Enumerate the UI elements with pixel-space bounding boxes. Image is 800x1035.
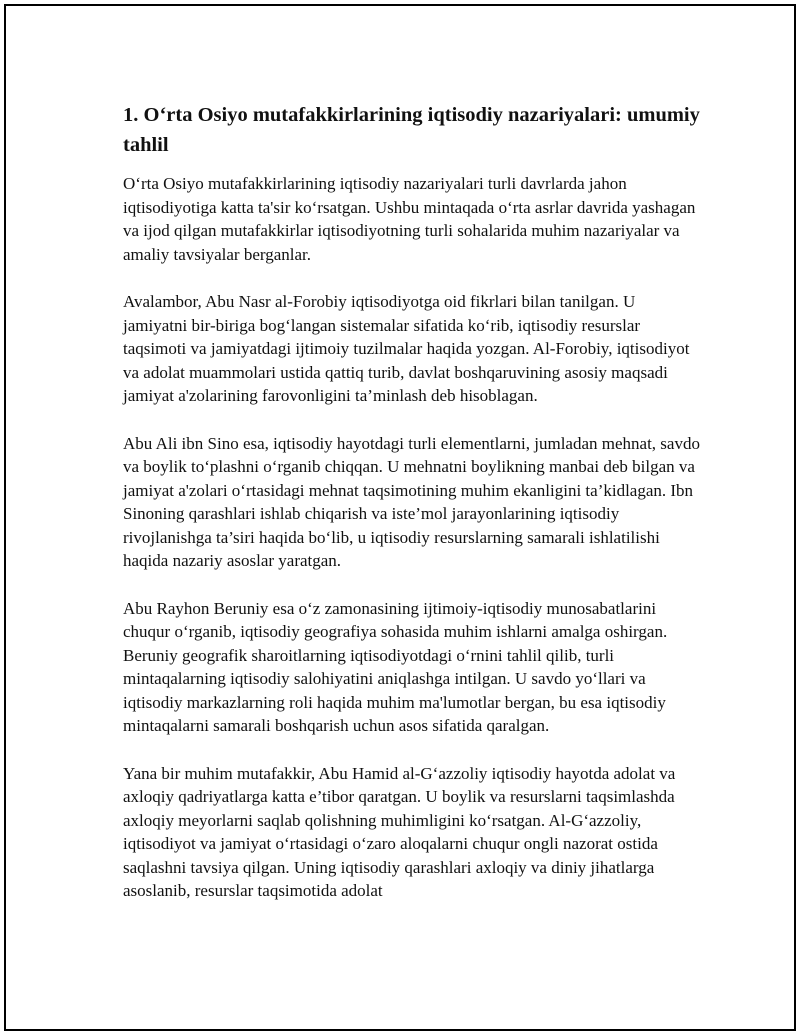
paragraph-beruniy: Abu Rayhon Beruniy esa o‘z zamonasining ijtimoiy-iqtisodiy munosabatlarini chuqur o‘rganib, iqtisodiy geografiya sohasida muhim ishlarni amalga oshirgan. Beruniy geografik sharoitlarning iqtisodiyotdagi o‘rnini tahlil qilib, turli mintaqalarning iqtisodiy salohiyatini aniqlashga intilgan. U savdo yo‘llari va iqtisodiy markazlarning roli haqida muhim ma'lumotlar bergan, bu esa iqtisodiy mintaqalarni samarali boshqarish uchun asos sifatida qaralgan.	[123, 598, 668, 735]
paragraph-intro: O‘rta Osiyo mutafakkirlarining iqtisodiy nazariyalari turli davrlarda jahon iqtisodiyotiga katta ta'sir ko‘rsatgan. Ushbu mintaqada o‘rta asrlar davrida yashagan va ijod qilgan mutafakkirlar iqtisodiyotning turli sohalarida muhim nazariyalar va amaliy tavsiyalar berganlar.	[123, 174, 696, 264]
paragraph-ibn-sino: Abu Ali ibn Sino esa, iqtisodiy hayotdagi turli elementlarni, jumladan mehnat, savdo va boylik to‘plashni o‘rganib chiqqan. U mehnatni boylikning manbai deb bilgan va jamiyat a'zolari o‘rtasidagi mehnat taqsimotining muhim ekanligini ta’kidlagan. Ibn Sinoning qarashlari ishlab chiqarish va iste’mol jarayonlarining iqtisodiy rivojlanishga ta’siri haqida bo‘lib, u iqtisodiy resurslarning samarali ishlatilishi haqida nazariy asoslar yaratgan.	[123, 433, 700, 570]
page-frame	[4, 4, 796, 1031]
section-heading: 1. O‘rta Osiyo mutafakkirlarining iqtisodiy nazariyalari: umumiy tahlil	[123, 104, 700, 156]
paragraph-gazzoliy: Yana bir muhim mutafakkir, Abu Hamid al-G‘azzoliy iqtisodiy hayotda adolat va axloqiy qadriyatlarga katta e’tibor qaratgan. U boylik va resurslarni taqsimlashda axloqiy meyorlarni saqlab qolishning muhimligini ko‘rsatgan. Al-G‘azzoliy, iqtisodiyot va jamiyat o‘rtasidagi o‘zaro aloqalarni chuqur ongli nazorat ostida saqlashni tavsiya qilgan. Uning iqtisodiy qarashlari axloqiy va diniy jihatlarga asoslanib, resurslar taqsimotida adolat	[123, 763, 676, 900]
document-body	[123, 100, 701, 927]
paragraph-forobiy: Avalambor, Abu Nasr al-Forobiy iqtisodiyotga oid fikrlari bilan tanilgan. U jamiyatni bir-biriga bog‘langan sistemalar sifatida ko‘rib, iqtisodiy resurslar taqsimoti va jamiyatdagi ijtimoiy tuzilmalar haqida yozgan. Al-Forobiy, iqtisodiyot va adolat muammolari ustida qattiq turib, davlat boshqaruvining asosiy maqsadi jamiyat a'zolarining farovonligini ta’minlash deb hisoblagan.	[123, 292, 690, 405]
